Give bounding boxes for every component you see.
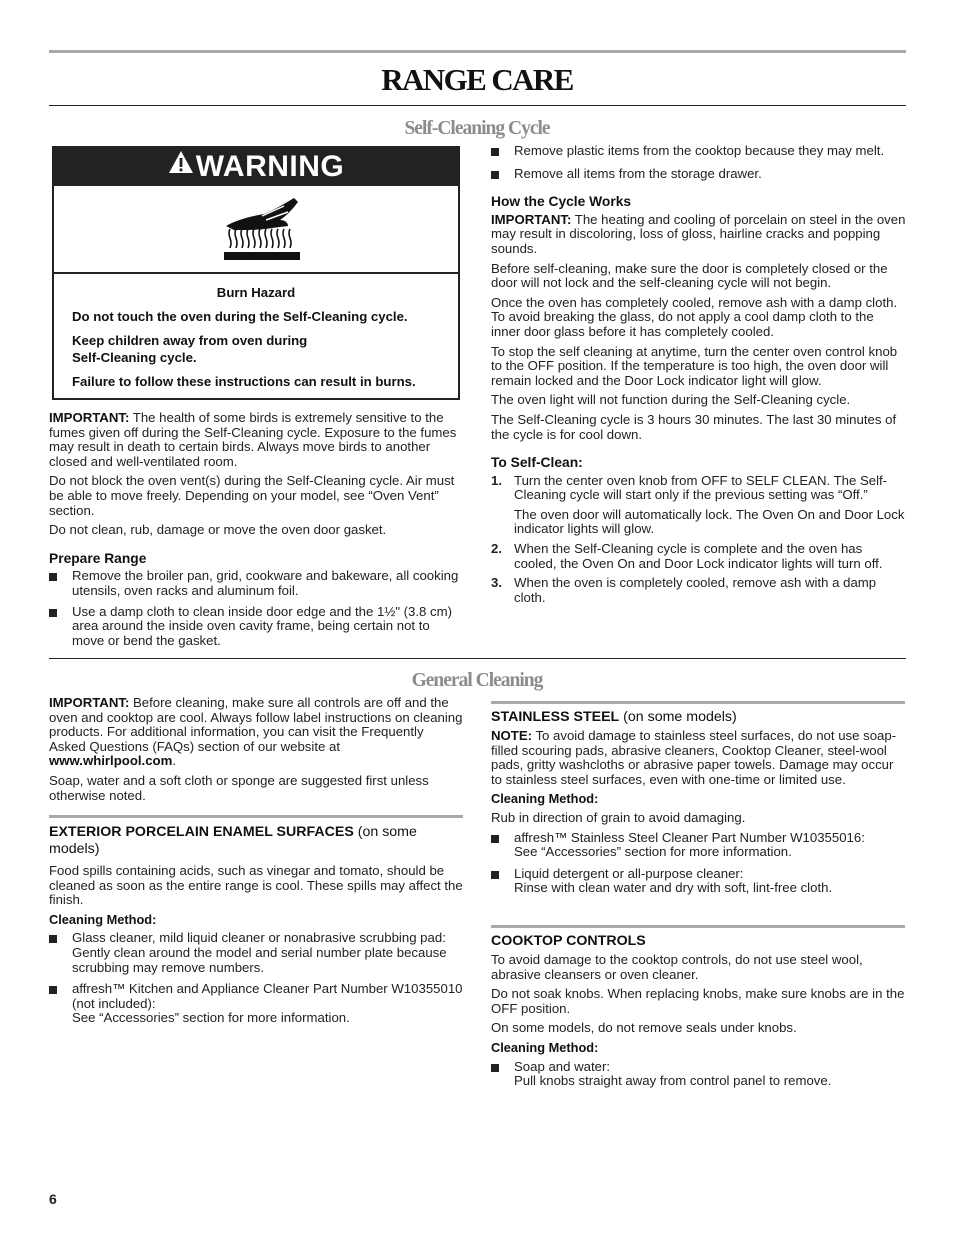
warning-header — [54, 148, 458, 186]
bullet-icon — [491, 148, 499, 156]
step-item: 3. When the oven is completely cooled, remove ash with a damp cloth. — [491, 575, 877, 605]
warning-box — [52, 146, 460, 400]
top-rule — [49, 50, 906, 53]
general-important: IMPORTANT: Before cleaning, make sure all controls are off and the oven and cooktop are cool. Always follow label instructions on cleaning products. For additional information, you can visit the Frequently Asked Questions (FAQs) section of our website at www.whirlpool.com. — [49, 695, 463, 769]
self-cleaning-left-column — [49, 411, 461, 654]
birds-important: IMPORTANT: The health of some birds is extremely sensitive to the fumes given off during the Self-Cleaning cycle. Exposure to the fumes may result in death to certain birds. Always move birds to another closed and well-ventilated room. — [49, 410, 457, 469]
general-cleaning-heading: General Cleaning — [411, 670, 543, 691]
bullet-icon — [491, 171, 499, 179]
controls-method-label: Cleaning Method: — [491, 1039, 599, 1055]
self-cleaning-heading: Self-Cleaning Cycle — [404, 118, 550, 139]
how-paragraph: To stop the self cleaning at anytime, turn the center oven control knob to the OFF position. If the temperature is too high, the oven door will remain locked and the Door Lock indicator light will glow. — [491, 343, 898, 388]
stainless-note: NOTE: To avoid damage to stainless steel surfaces, do not use soap-filled scouring pads, abrasive cleaners, Cooktop Cleaner, steel-wool pads, gritty washcloths or abrasive paper towels. Damage may occur to stainless steel surfaces, even with one-time or limited use. — [491, 728, 897, 787]
controls-section — [491, 933, 906, 1095]
stainless-method-item: Liquid detergent or all-purpose cleaner: Rinse with clean water and dry with soft, lint-free cloth. — [491, 867, 906, 896]
bullet-icon — [491, 835, 499, 843]
controls-section-bar — [491, 925, 905, 928]
page-title: RANGE CARE — [381, 62, 573, 97]
controls-method-item: Soap and water: Pull knobs straight away from control panel to remove. — [491, 1060, 906, 1089]
controls-heading: COOKTOP CONTROLS — [491, 933, 646, 949]
section-divider — [49, 658, 906, 659]
warning-line-2: Keep children away from oven during Self-Cleaning cycle. — [72, 333, 308, 365]
stainless-method-text: Rub in direction of grain to avoid damaging. — [491, 809, 746, 825]
bullet-icon — [49, 935, 57, 943]
bullet-icon — [49, 573, 57, 581]
porcelain-paragraph: Food spills containing acids, such as vinegar and tomato, should be cleaned as soon as the entire range is cool. These spills may affect the finish. — [49, 863, 463, 908]
how-paragraph: Once the oven has completely cooled, remove ash with a damp cloth. To avoid breaking the glass, do not apply a cool damp cloth to the inner door glass before it has completely cooled. — [491, 294, 898, 339]
warning-line-1: Do not touch the oven during the Self-Cleaning cycle. — [72, 309, 408, 324]
prepare-item: Use a damp cloth to clean inside door edge and the 1½" (3.8 cm) area around the inside oven cavity frame, being certain not to move or bend the gasket. — [49, 605, 461, 649]
prepare-item: Remove all items from the storage drawer. — [491, 167, 906, 182]
porcelain-method-item: Glass cleaner, mild liquid cleaner or nonabrasive scrubbing pad: Gently clean around the model and serial number plate because scrubbing may remove numbers. — [49, 931, 463, 975]
warning-text — [54, 274, 458, 390]
how-cycle-works-heading: How the Cycle Works — [491, 194, 632, 210]
vent-paragraph: Do not block the oven vent(s) during the Self-Cleaning cycle. Air must be able to move freely. Depending on your model, see “Oven Vent” section. — [49, 473, 455, 518]
bullet-icon — [49, 986, 57, 994]
prepare-item: Remove plastic items from the cooktop because they may melt. — [491, 144, 906, 159]
burn-hazard-hand-icon — [222, 196, 302, 264]
stainless-section — [491, 709, 906, 902]
controls-paragraph: Do not soak knobs. When replacing knobs, make sure knobs are in the OFF position. — [491, 986, 905, 1016]
prepare-range-heading: Prepare Range — [49, 550, 147, 566]
porcelain-section-bar — [49, 815, 463, 818]
warning-label: WARNING — [195, 150, 345, 183]
warning-triangle-icon — [168, 146, 194, 184]
warning-line-3: Failure to follow these instructions can result in burns. — [72, 374, 416, 389]
burn-hazard-title: Burn Hazard — [216, 285, 296, 300]
how-paragraph: The oven light will not function during the Self-Cleaning cycle. — [491, 392, 851, 408]
warning-icon-area — [54, 186, 458, 274]
how-paragraph: The Self-Cleaning cycle is 3 hours 30 minutes. The last 30 minutes of the cycle is for cool down. — [491, 411, 897, 442]
general-cleaning-left-column — [49, 696, 463, 808]
porcelain-section — [49, 824, 463, 1032]
stainless-heading: STAINLESS STEEL (on some models) — [491, 709, 737, 725]
step-item: 1. Turn the center oven knob from OFF to SELF CLEAN. The Self-Cleaning cycle will start only if the previous setting was “Off.” The oven door will automatically lock. The Oven On and Door Lock indicator lights will glow. — [491, 472, 905, 537]
bullet-icon — [491, 871, 499, 879]
title-underline — [49, 105, 906, 106]
prepare-item: Remove the broiler pan, grid, cookware and bakeware, all cooking utensils, oven racks and aluminum foil. — [49, 569, 461, 598]
self-cleaning-right-column — [491, 144, 906, 610]
page-number: 6 — [49, 1191, 57, 1207]
porcelain-heading: EXTERIOR PORCELAIN ENAMEL SURFACES (on some models) — [49, 824, 417, 857]
how-important: IMPORTANT: The heating and cooling of porcelain on steel in the oven may result in discoloring, loss of gloss, hairline cracks and popping sounds. — [491, 211, 906, 256]
how-paragraph: Before self-cleaning, make sure the door is completely closed or the door will not lock and the self-cleaning cycle will not begin. — [491, 260, 888, 291]
porcelain-method-item: affresh™ Kitchen and Appliance Cleaner Part Number W10355010 (not included): See “Accessories” section for more information. — [49, 982, 463, 1026]
porcelain-method-label: Cleaning Method: — [49, 911, 157, 927]
soap-paragraph: Soap, water and a soft cloth or sponge are suggested first unless otherwise noted. — [49, 772, 429, 803]
stainless-method-item: affresh™ Stainless Steel Cleaner Part Number W10355016: See “Accessories” section for more information. — [491, 831, 906, 860]
stainless-section-bar — [491, 701, 905, 704]
bullet-icon — [491, 1064, 499, 1072]
stainless-method-label: Cleaning Method: — [491, 791, 599, 807]
controls-paragraph: On some models, do not remove seals under knobs. — [491, 1020, 797, 1036]
controls-paragraph: To avoid damage to the cooktop controls, do not use steel wool, abrasive cleansers or oven cleaner. — [491, 952, 863, 982]
to-self-clean-heading: To Self-Clean: — [491, 455, 583, 471]
step-item: 2. When the Self-Cleaning cycle is complete and the oven has cooled, the Oven On and Door Lock indicator lights will turn off. — [491, 541, 883, 571]
gasket-paragraph: Do not clean, rub, damage or move the oven door gasket. — [49, 522, 387, 538]
bullet-icon — [49, 609, 57, 617]
